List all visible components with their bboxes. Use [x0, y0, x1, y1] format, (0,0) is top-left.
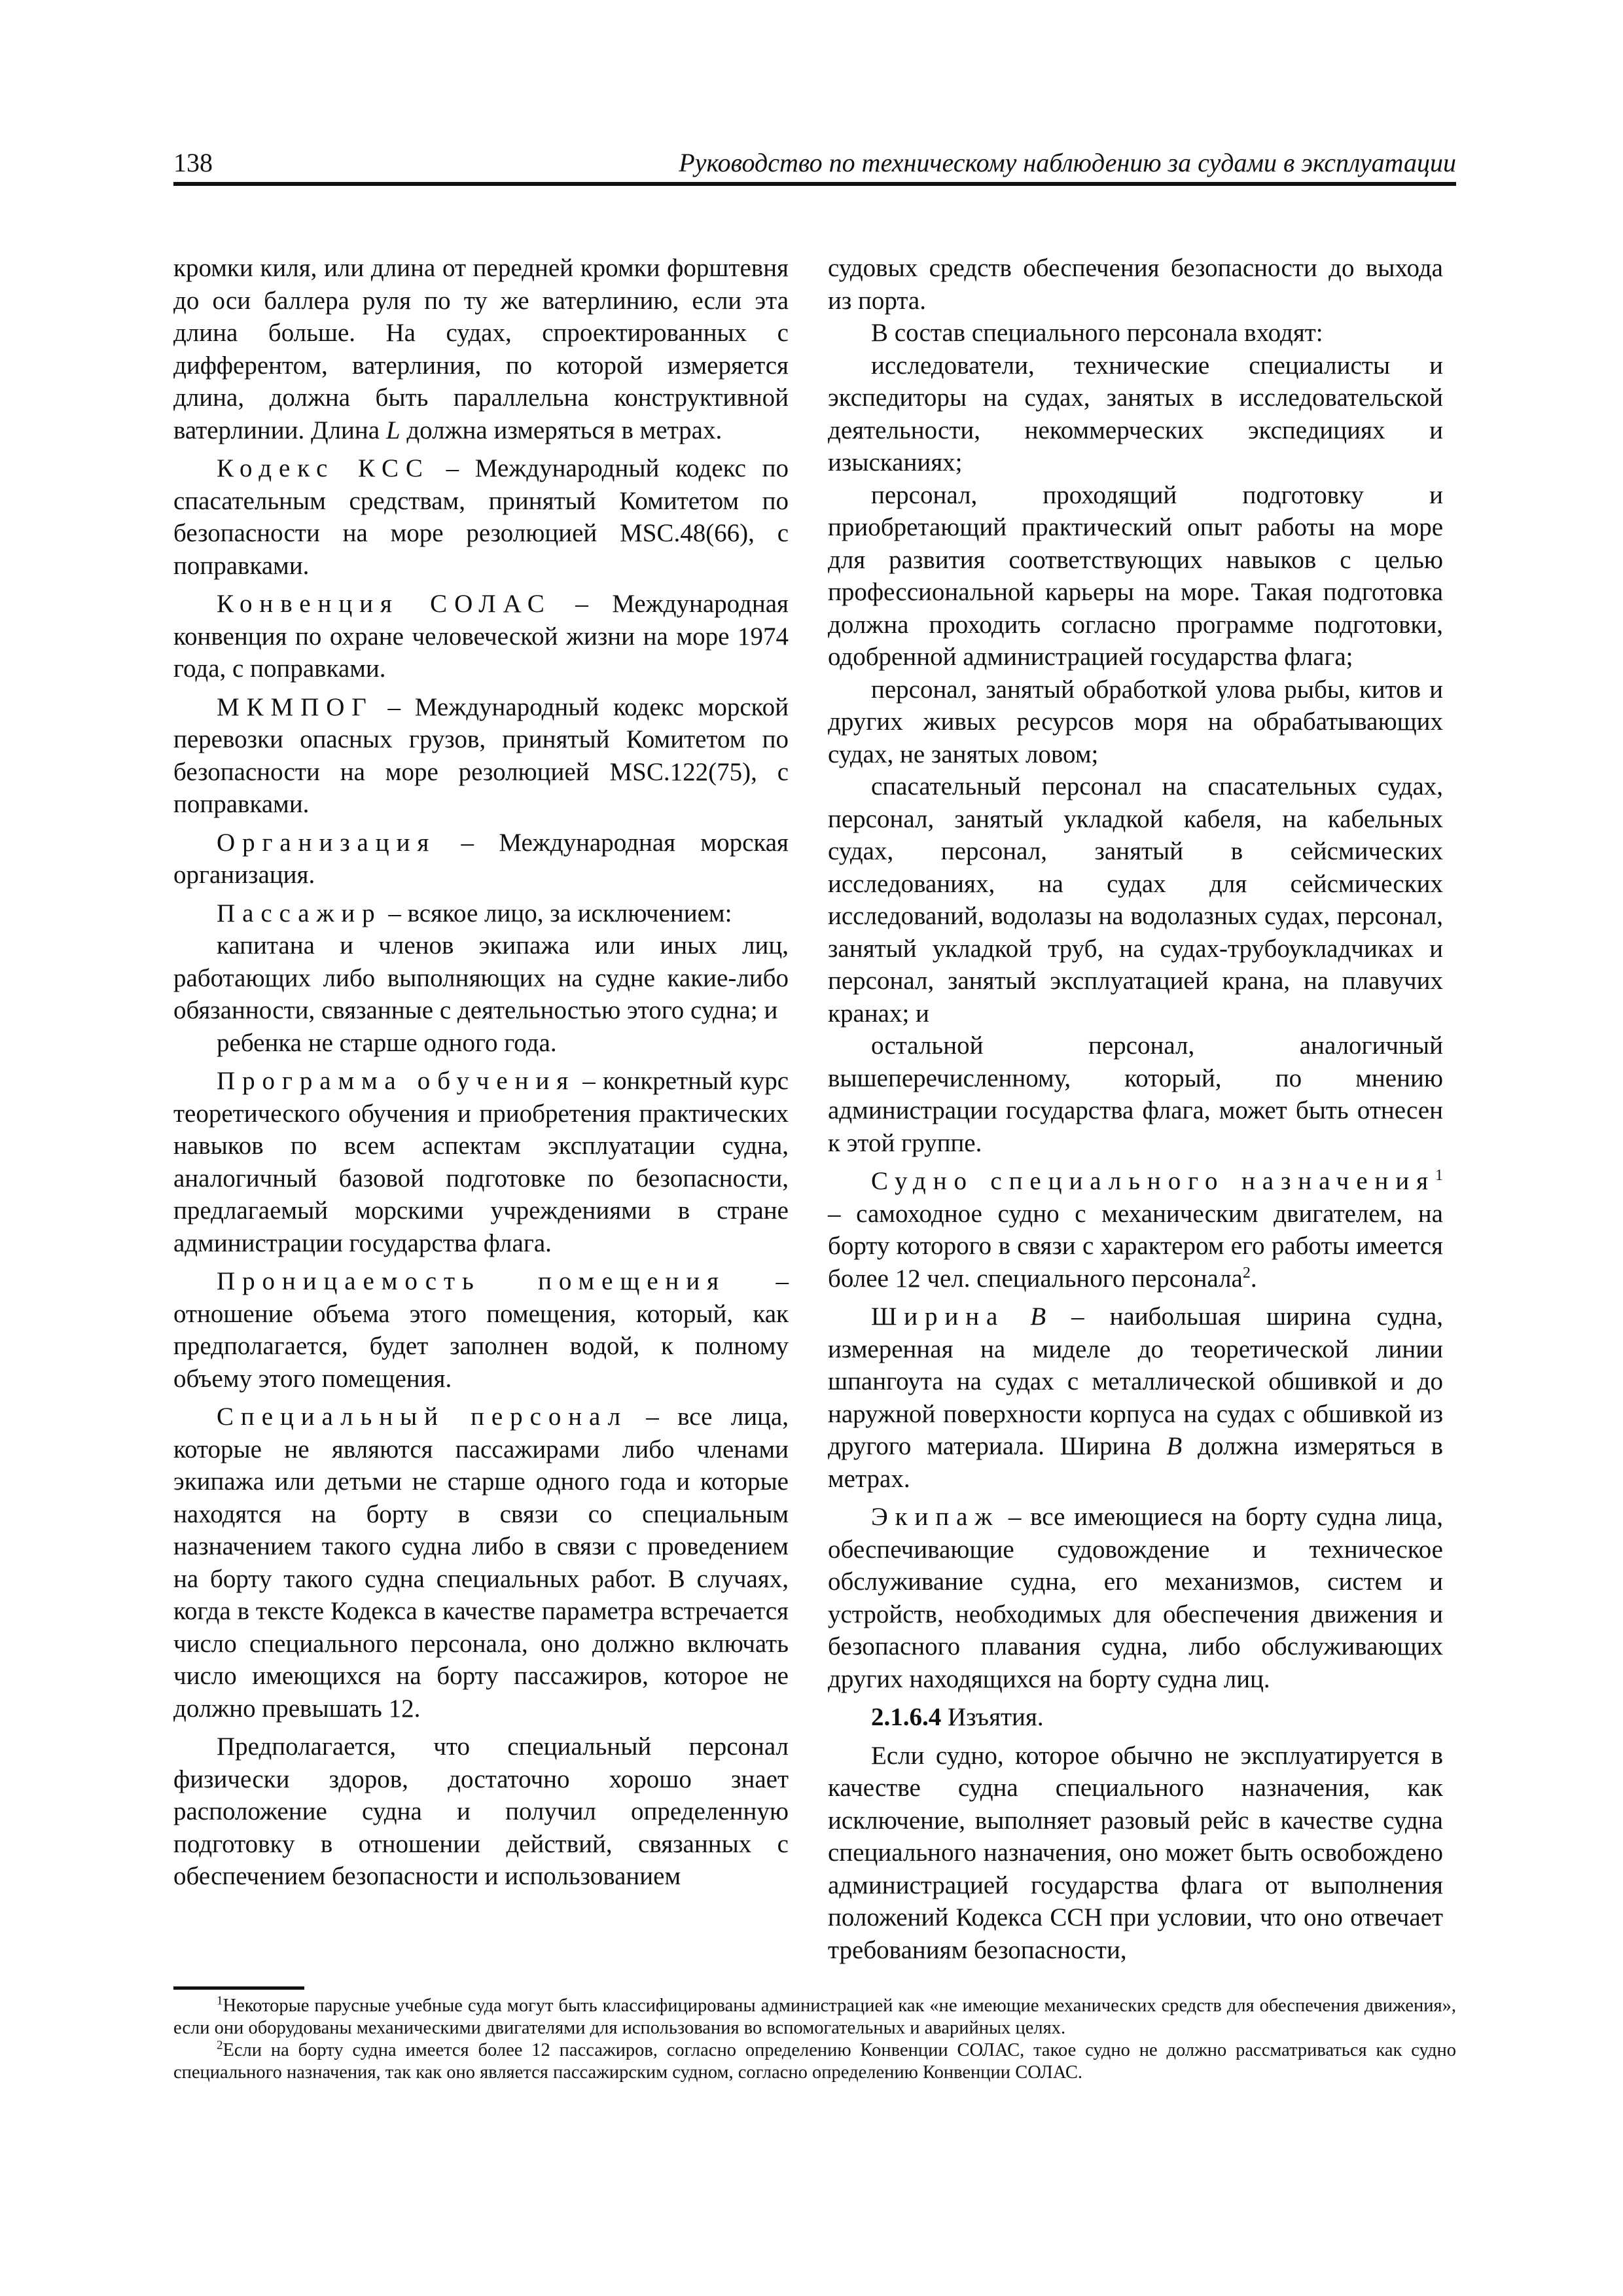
term-kss: Кодекс КСС [217, 454, 430, 482]
term-passenger: Пассажир [217, 899, 382, 927]
passenger-exception-a: капитана и членов экипажа или иных лиц, работающих либо выполняющих на судне какие-либо обязанности, связанные с деятельностью этого судна; и [173, 931, 789, 1024]
definition-permeability: Проницаемость помещения – отношение объема этого помещения, который, как предполагается, будет заполнен водой, к полному объему этого помещения. [173, 1267, 789, 1393]
section-heading [828, 1701, 1443, 1734]
definition-kss: Кодекс КСС – Международный кодекс по спасательным средствам, принятый Комитетом по безопасности на море резолюцией MSC.48(66), с поправками. [173, 454, 789, 580]
variable-l: L [385, 416, 401, 444]
definition-imdg: МКМПОГ – Международный кодекс морской перевозки опасных грузов, принятый Комитетом по безопасности на море резолюцией MSC.122(75), с поправками. [173, 692, 789, 818]
footnote-ref-1: 1 [1435, 1167, 1443, 1184]
page-header [173, 143, 1456, 186]
footnote-divider [173, 1986, 304, 1990]
term-permeability: Проницаемость помещения [217, 1267, 726, 1295]
definition-training-program: Программа обучения – конкретный курс теоретического обучения и приобретения практических навыков по всем аспектам эксплуатации судна, аналогичный базовой подготовке по безопасности, предлагаемый морскими учреждениями в стране администрации государства флага. [173, 1067, 789, 1257]
paragraph-exemption: Если судно, которое обычно не эксплуатируется в качестве судна специального назначения, как исключение, выполняет разовый рейс в качестве судна специального назначения, оно может быть освобождено администрацией государства флага от выполнения положений Кодекса ССН при условии, что оно отвечает требованиям безопасности, [828, 1741, 1443, 1964]
term-special-purpose-ship: Судно специального назначения [871, 1167, 1435, 1195]
composition-item-other: остальной персонал, аналогичный вышеперечисленному, который, по мнению администрации государства флага, может быть отнесен к этой группе. [828, 1031, 1443, 1157]
paragraph-composition: В состав специального персонала входят: [871, 319, 1323, 347]
definition-solas: Конвенция СОЛАС – Международная конвенция по охране человеческой жизни на море 1974 года, с поправками. [173, 590, 789, 683]
footnotes [173, 1995, 1456, 2084]
left-column [173, 252, 789, 1893]
definition-passenger: Пассажир – всякое лицо, за исключением: [217, 899, 732, 927]
passenger-exception-b: ребенка не старше одного года. [217, 1028, 557, 1057]
composition-item-trainees: персонал, проходящий подготовку и приобретающий практический опыт работы на море для развития соответствующих навыков с целью профессиональной карьеры на море. Такая подготовка должна проходить согласно программе подготовки, одобренной администрацией государства флага; [828, 480, 1443, 671]
definition-organization: Организация – Международная морская организация. [173, 828, 789, 889]
section-number: 2.1.6.4 [871, 1703, 942, 1731]
footnote-1: $^1$Некоторые парусные учебные суда могут быть классифицированы администрацией как «не имеющие механических средств для обеспечения движения», если они оборудованы механическими двигателями для использования во вспомогательных и аварийных целях. [173, 1994, 1456, 2038]
term-training-program: Программа обучения [217, 1067, 576, 1095]
term-special-personnel: Специальный персонал [217, 1403, 628, 1431]
footnote-ref-2: 2 [1242, 1264, 1251, 1282]
paragraph-assumption: Предполагается, что специальный персонал физически здоров, достаточно хорошо знает расположение судна и получил определенную подготовку в отношении действий, связанных с обеспечением безопасности и использованием [173, 1732, 789, 1890]
paragraph-continuation: судовых средств обеспечения безопасности до выхода из порта. [828, 254, 1443, 315]
section-title: Изъятия. [941, 1703, 1044, 1731]
definition-special-personnel: Специальный персонал – все лица, которые не являются пассажирами либо членами экипажа или детьми не старше одного года и которые находятся на борту в связи со специальным назначением такого судна либо в связи с проведением на борту такого судна специальных работ. В случаях, когда в тексте Кодекса в качестве параметра встречается число специального персонала, оно должно включать число имеющихся на борту пассажиров, которое не должно превышать 12. [173, 1403, 789, 1723]
composition-item-researchers: исследователи, технические специалисты и экспедиторы на судах, занятых в исследовательской деятельности, некоммерческих экспедициях и изысканиях; [828, 351, 1443, 476]
right-column [828, 252, 1443, 1966]
composition-item-processing: персонал, занятый обработкой улова рыбы, китов и других живых ресурсов моря на обрабатывающих судах, не занятых ловом; [828, 675, 1443, 768]
running-title: Руководство по техническому наблюдению за судами в эксплуатации [679, 148, 1456, 177]
definition-special-purpose-ship: Судно специального назначения$^1$ – самоходное судно с механическим двигателем, на борту которого в связи с характером его работы имеется более 12 чел. специального персонала$^2$. [828, 1167, 1443, 1293]
definition-breadth: Ширина B – наибольшая ширина судна, измеренная на миделе до теоретической линии шпангоута на судах с металлической обшивкой и до наружной поверхности корпуса на судах с обшивкой из другого материала. Ширина B должна измеряться в метрах. [828, 1302, 1443, 1493]
page-number: 138 [173, 148, 213, 177]
footnote-2: $^2$Если на борту судна имеется более 12 пассажиров, согласно определению Конвенции СОЛАС, такое судно не должно рассматриваться как судно специального назначения, так как оно является пассажирским судном, согласно определению Конвенции СОЛАС. [173, 2038, 1456, 2083]
term-organization: Организация [217, 828, 437, 857]
term-breadth: Ширина [871, 1302, 1005, 1331]
term-crew: Экипаж [871, 1503, 1000, 1531]
variable-b: B [1030, 1302, 1046, 1331]
variable-b-2: B [1166, 1432, 1183, 1460]
paragraph-length-continuation: кромки киля, или длина от передней кромки форштевня до оси баллера руля по ту же ватерлинию, если эта длина больше. На судах, спроектированных с дифферентом, ватерлиния, по которой измеряется длина, должна быть параллельна конструктивной ватерлинии. Длина L должна измеряться в метрах. [173, 254, 789, 444]
composition-item-rescue: спасательный персонал на спасательных судах, персонал, занятый укладкой кабеля, на кабельных судах, персонал, занятый в сейсмических исследованиях, на судах для сейсмических исследований, водолазы на водолазных судах, персонал, занятый укладкой труб, на судах-трубоукладчиках и персонал, занятый эксплуатацией крана, на плавучих кранах; и [828, 772, 1443, 1028]
term-imdg: МКМПОГ [217, 692, 374, 721]
definition-crew: Экипаж – все имеющиеся на борту судна лица, обеспечивающие судовождение и техническое обслуживание судна, его механизмов, систем и устройств, необходимых для обеспечения движения и безопасного плавания судна, либо обслуживающих других находящихся на борту судна лиц. [828, 1503, 1443, 1693]
term-solas: Конвенция СОЛАС [217, 590, 552, 618]
